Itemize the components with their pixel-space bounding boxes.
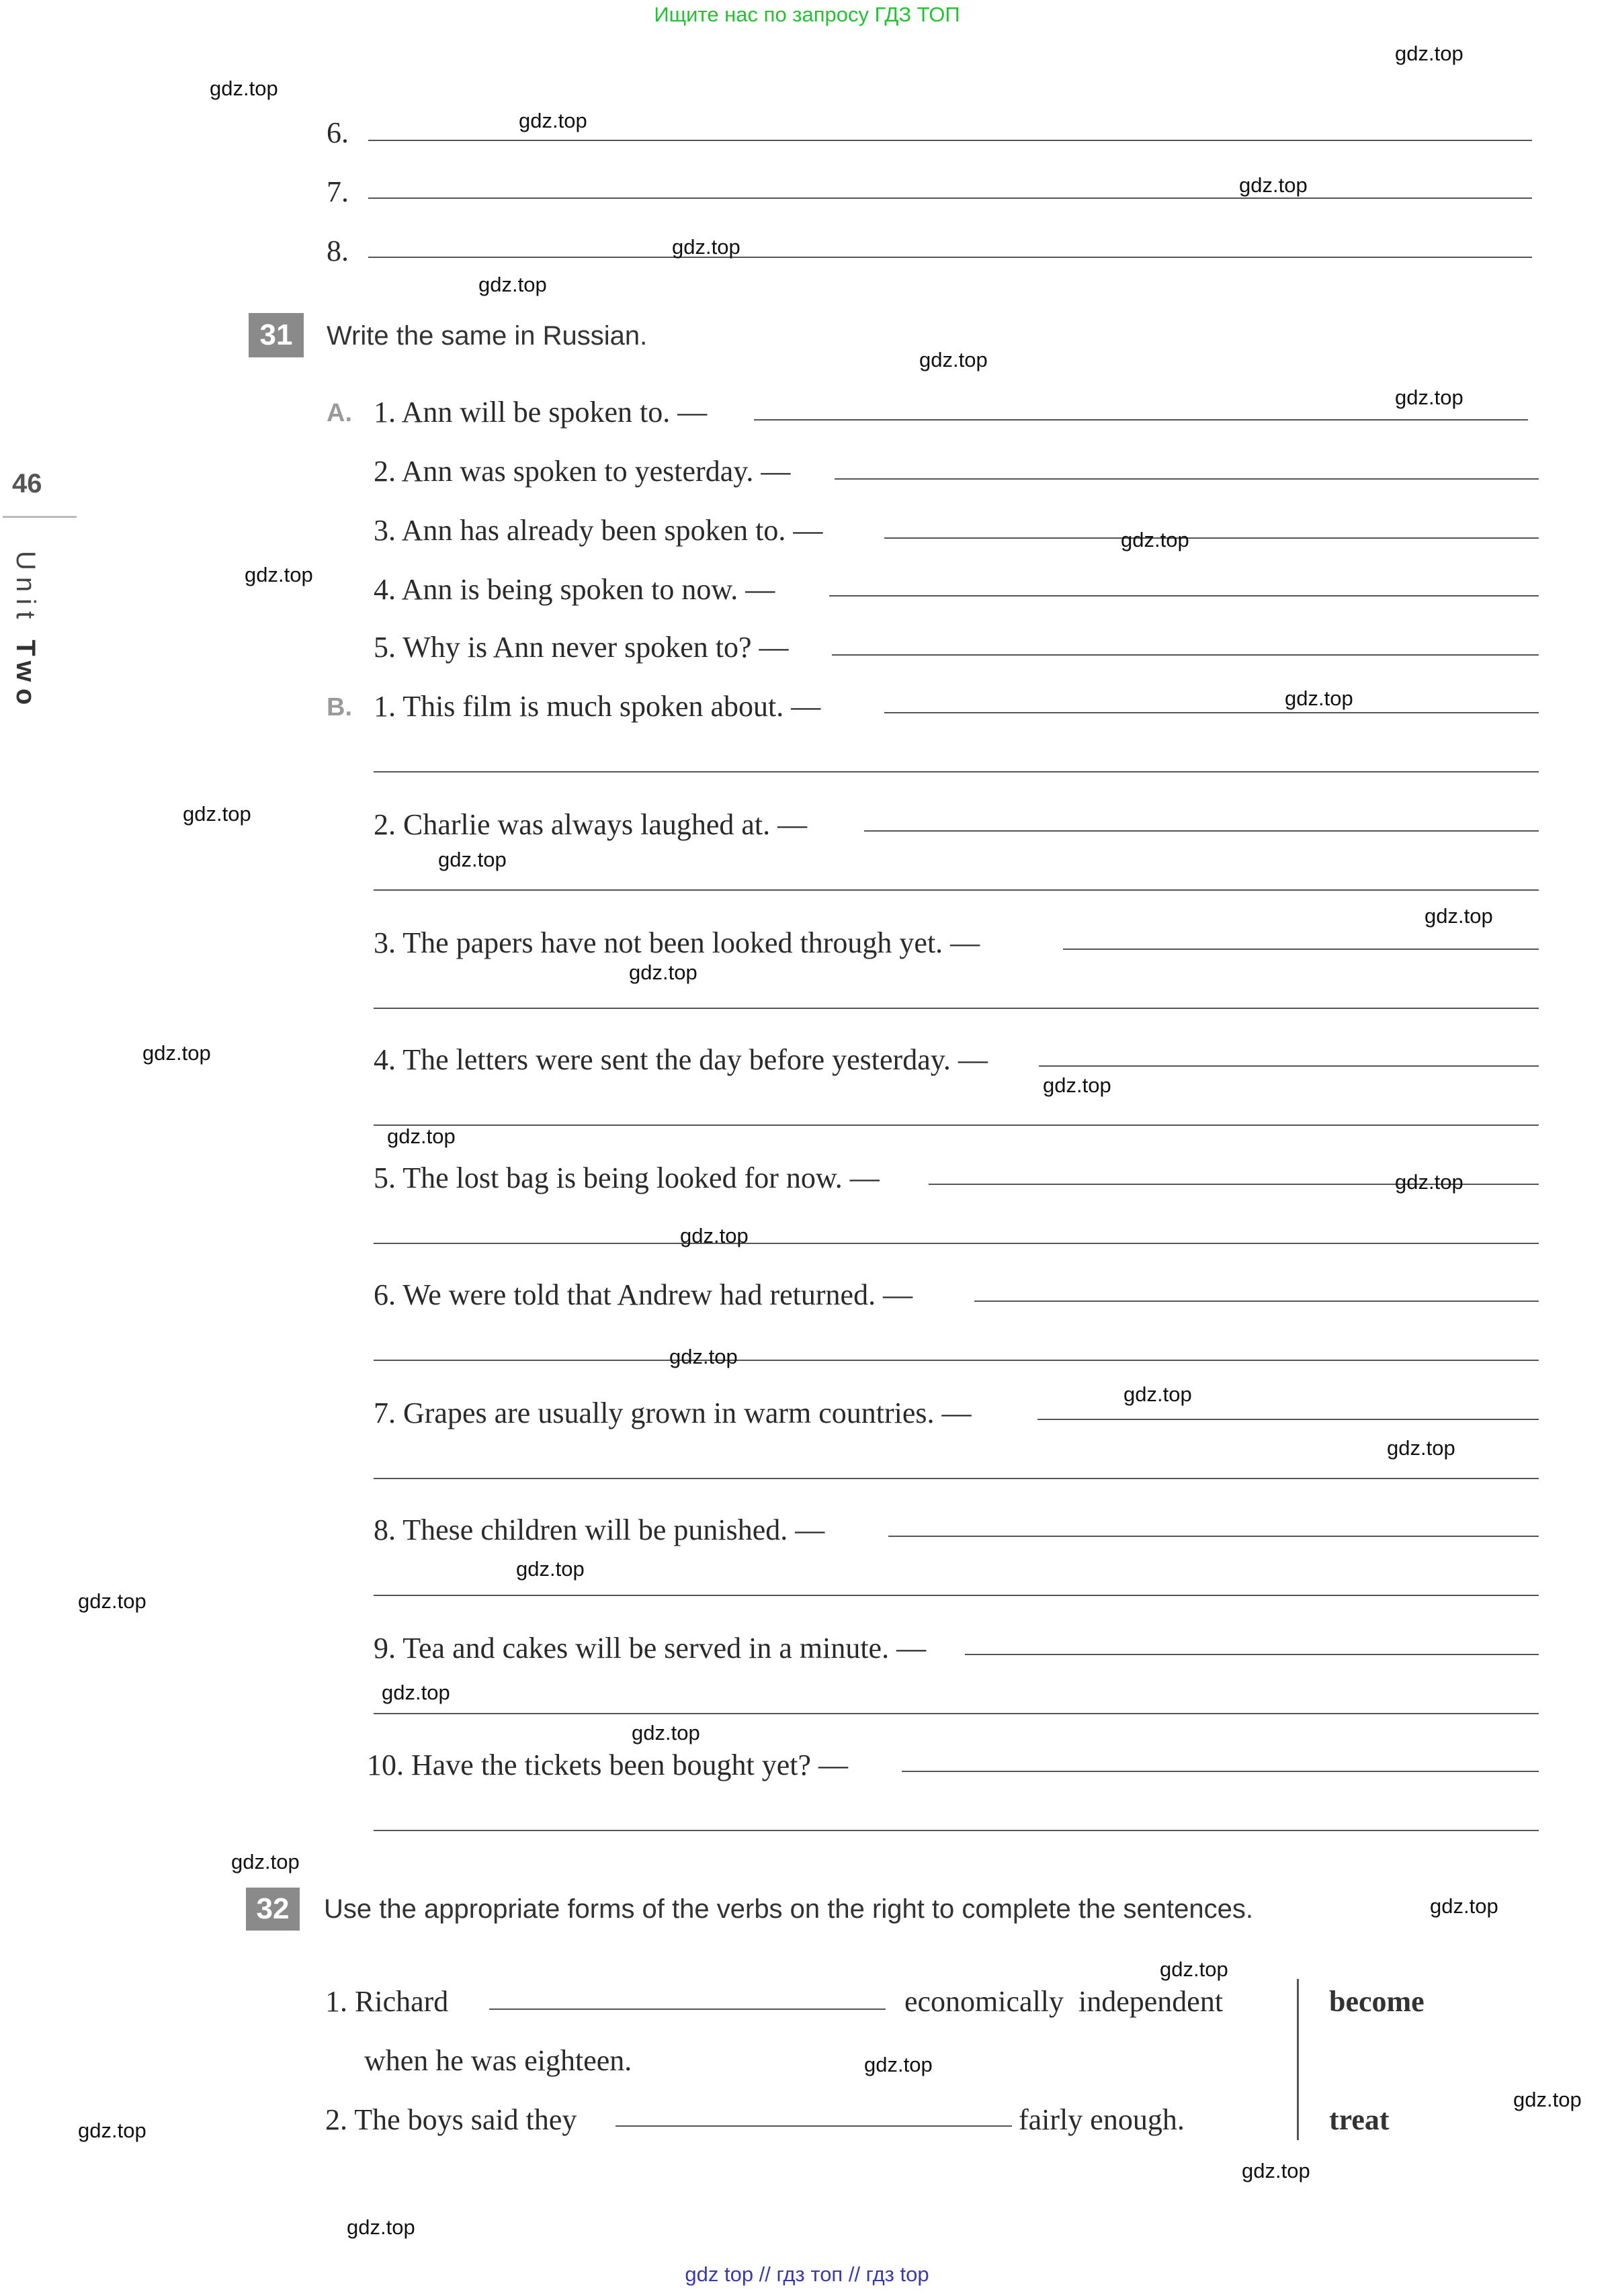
watermark: gdz.top bbox=[919, 348, 988, 371]
watermark: gdz.top bbox=[245, 563, 313, 586]
ex32-item-1-start: 1. Richard bbox=[325, 1985, 449, 2018]
b-item-4: 4. The letters were sent the day before yesterday. — bbox=[374, 1043, 988, 1076]
watermark: gdz.top bbox=[1395, 1170, 1463, 1194]
b-item-2: 2. Charlie was always laughed at. — bbox=[374, 808, 808, 841]
answer-line[interactable] bbox=[835, 478, 1539, 480]
answer-line[interactable] bbox=[374, 1243, 1539, 1244]
section-b-label: B. bbox=[327, 693, 352, 721]
ex32-item-1-end: economically independent bbox=[904, 1985, 1224, 2018]
answer-line[interactable] bbox=[374, 1595, 1539, 1596]
watermark: gdz.top bbox=[347, 2215, 415, 2239]
watermark: gdz.top bbox=[1123, 1382, 1192, 1406]
answer-line[interactable] bbox=[374, 1124, 1539, 1126]
answer-line[interactable] bbox=[374, 1713, 1539, 1714]
section-a-label: A. bbox=[327, 399, 352, 427]
exercise-32-number: 32 bbox=[246, 1888, 300, 1931]
answer-line[interactable] bbox=[368, 140, 1532, 141]
answer-line[interactable] bbox=[1063, 948, 1539, 950]
footer-links[interactable]: gdz top // гдз топ // гдз top bbox=[685, 2262, 929, 2286]
verb-become: become bbox=[1329, 1985, 1425, 2018]
b-item-9: 9. Tea and cakes will be served in a minute. — bbox=[374, 1632, 927, 1665]
exercise-31-instruction: Write the same in Russian. bbox=[327, 321, 648, 351]
watermark: gdz.top bbox=[516, 1557, 585, 1581]
watermark: gdz.top bbox=[519, 109, 587, 132]
watermark: gdz.top bbox=[1425, 904, 1493, 928]
answer-line[interactable] bbox=[884, 712, 1539, 713]
watermark: gdz.top bbox=[210, 77, 278, 100]
answer-line[interactable] bbox=[368, 197, 1532, 199]
a-item-4: 4. Ann is being spoken to now. — bbox=[374, 573, 775, 606]
b-item-6: 6. We were told that Andrew had returned. — bbox=[374, 1278, 913, 1311]
answer-line[interactable] bbox=[374, 889, 1539, 891]
ex32-item-1-cont: when he was eighteen. bbox=[364, 2044, 632, 2077]
watermark: gdz.top bbox=[1160, 1957, 1228, 1981]
answer-line[interactable] bbox=[374, 771, 1539, 772]
a-item-5: 5. Why is Ann never spoken to? — bbox=[374, 631, 789, 664]
answer-line[interactable] bbox=[1039, 1065, 1539, 1067]
answer-line[interactable] bbox=[489, 2008, 886, 2010]
answer-line[interactable] bbox=[884, 537, 1539, 539]
b-item-10: 10. Have the tickets been bought yet? — bbox=[367, 1749, 849, 1781]
verb-column-divider bbox=[1297, 1979, 1299, 2140]
b-item-7: 7. Grapes are usually grown in warm countries. — bbox=[374, 1397, 972, 1429]
top-banner: Ищите нас по запросу ГДЗ ТОП bbox=[654, 3, 960, 26]
answer-line[interactable] bbox=[374, 1008, 1539, 1009]
unit-number: Two bbox=[11, 639, 40, 712]
answer-line[interactable] bbox=[615, 2125, 1012, 2127]
page-number: 46 bbox=[12, 469, 42, 498]
answer-line[interactable] bbox=[864, 830, 1539, 832]
b-item-8: 8. These children will be punished. — bbox=[374, 1513, 825, 1546]
verb-treat: treat bbox=[1329, 2103, 1390, 2136]
answer-line[interactable] bbox=[374, 1360, 1539, 1361]
a-item-3: 3. Ann has already been spoken to. — bbox=[374, 514, 823, 547]
watermark: gdz.top bbox=[382, 1681, 450, 1704]
watermark: gdz.top bbox=[1430, 1894, 1498, 1918]
answer-line[interactable] bbox=[368, 257, 1532, 258]
answer-line[interactable] bbox=[832, 654, 1539, 656]
side-divider bbox=[3, 516, 77, 518]
a-item-2: 2. Ann was spoken to yesterday. — bbox=[374, 455, 791, 488]
watermark: gdz.top bbox=[1395, 386, 1463, 409]
watermark: gdz.top bbox=[478, 273, 547, 296]
watermark: gdz.top bbox=[680, 1224, 749, 1247]
watermark: gdz.top bbox=[629, 961, 697, 984]
unit-label bbox=[10, 551, 40, 711]
exercise-31-number: 31 bbox=[249, 313, 304, 357]
a-item-1: 1. Ann will be spoken to. — bbox=[374, 396, 708, 429]
answer-line[interactable] bbox=[374, 1478, 1539, 1479]
b-item-5: 5. The lost bag is being looked for now. — bbox=[374, 1161, 880, 1194]
answer-line[interactable] bbox=[1037, 1419, 1539, 1420]
ex32-item-2-end: fairly enough. bbox=[1019, 2103, 1185, 2136]
watermark: gdz.top bbox=[669, 1345, 738, 1368]
answer-line[interactable] bbox=[965, 1654, 1539, 1655]
ex32-item-2-start: 2. The boys said they bbox=[325, 2103, 577, 2136]
prev-item-7: 7. bbox=[327, 175, 349, 208]
watermark: gdz.top bbox=[142, 1041, 211, 1065]
watermark: gdz.top bbox=[1395, 42, 1463, 65]
watermark: gdz.top bbox=[864, 2053, 933, 2076]
watermark: gdz.top bbox=[78, 2119, 146, 2142]
exercise-32-instruction: Use the appropriate forms of the verbs on the right to complete the sentences. bbox=[324, 1894, 1253, 1924]
watermark: gdz.top bbox=[438, 848, 507, 871]
watermark: gdz.top bbox=[387, 1124, 456, 1148]
watermark: gdz.top bbox=[1239, 173, 1308, 197]
prev-item-8: 8. bbox=[327, 234, 349, 267]
unit-word: Unit bbox=[11, 551, 40, 626]
watermark: gdz.top bbox=[1387, 1436, 1455, 1460]
watermark: gdz.top bbox=[231, 1850, 300, 1873]
watermark: gdz.top bbox=[1043, 1073, 1111, 1097]
answer-line[interactable] bbox=[902, 1771, 1539, 1772]
watermark: gdz.top bbox=[1285, 687, 1353, 710]
answer-line[interactable] bbox=[829, 595, 1539, 597]
watermark: gdz.top bbox=[78, 1589, 146, 1613]
watermark: gdz.top bbox=[1242, 2159, 1310, 2182]
b-item-1: 1. This film is much spoken about. — bbox=[374, 690, 821, 723]
watermark: gdz.top bbox=[672, 235, 740, 259]
answer-line[interactable] bbox=[888, 1536, 1539, 1537]
answer-line[interactable] bbox=[374, 1830, 1539, 1831]
watermark: gdz.top bbox=[183, 802, 251, 826]
prev-item-6: 6. bbox=[327, 116, 349, 149]
watermark: gdz.top bbox=[1121, 528, 1189, 551]
watermark: gdz.top bbox=[1513, 2088, 1582, 2111]
watermark: gdz.top bbox=[632, 1721, 700, 1745]
answer-line[interactable] bbox=[974, 1300, 1539, 1302]
b-item-3: 3. The papers have not been looked through yet. — bbox=[374, 926, 980, 959]
answer-line[interactable] bbox=[754, 419, 1528, 421]
